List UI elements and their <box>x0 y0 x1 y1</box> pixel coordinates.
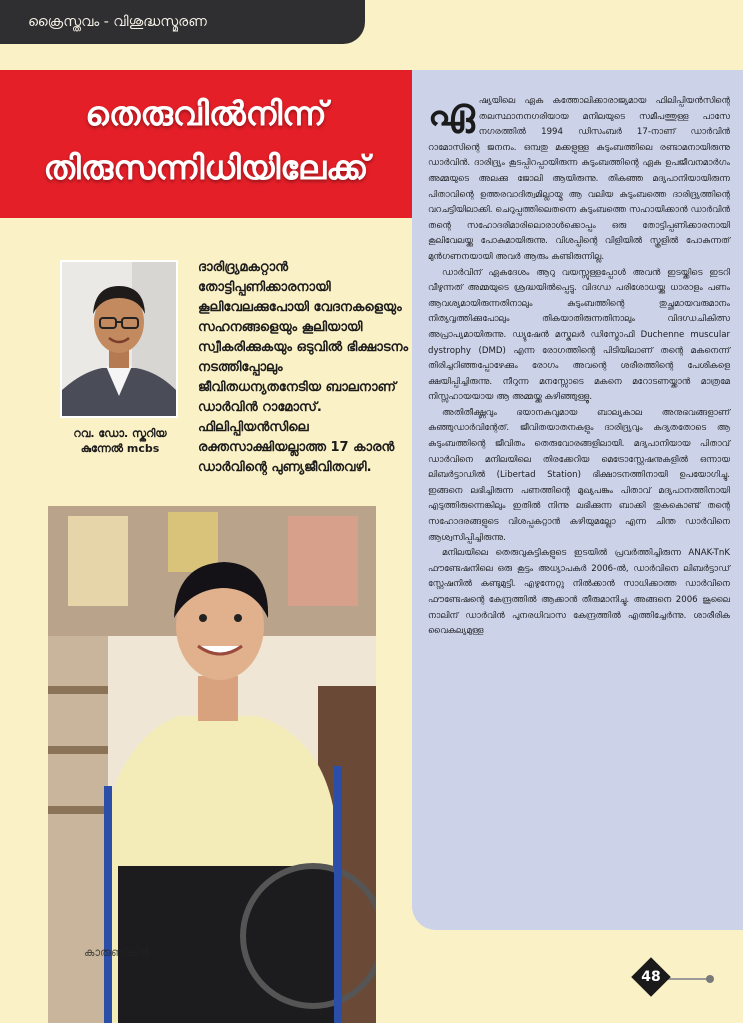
intro-paragraph: ദാരിദ്ര്യമകറ്റാൻ തോട്ടിപ്പണിക്കാരനായി കൂലിവേലക്കുപോയി വേദനകളെയും സഹനങ്ങളെയും കൂലിയായി സ്വീകരിക്കുകയും ഒടുവിൽ ഭിക്ഷാടനം നടത്തിപ്പോലും ജീവിതധന്യതനേടിയ ബാലനാണ് ഡാർവിൻ റാമോസ്. ഫിലിപ്പിയൻസിലെ രക്തസാക്ഷിയല്ലാത്ത 17 കാരൻ ഡാർവിന്റെ പുണ്യജീവിതവഴി. <box>198 260 409 475</box>
page-number <box>632 958 670 996</box>
title-band <box>0 70 412 218</box>
intro-text <box>198 258 410 478</box>
article-paragraph-2: ഡാർവിന് ഏകദേശം ആറു വയസ്സുള്ളപ്പോൾ അവൻ ഇടയ്ക്കിടെ ഇടറി വീഴുന്നത് അമ്മയുടെ ശ്രദ്ധയിൽപ്പെട്ടു. വിദഗ്ധ പരിശോധയ്ക്കു ധാരാളം പണം ആവശ്യമായിരുന്നതിനാലും കുടുംബത്തിന്റെ തുച്ഛമായവരുമാനം നിത്യവൃത്തിക്കുപോലും തികയാതിരുന്നതിനാലും വിദഗ്ധചികിത്സ അപ്രാപ്യമായിരുന്നു. ഡ്യുഷേൻ മസ്കുലർ ഡിസ്ട്രോഫി Duchenne muscular dystrophy (DMD) എന്ന രോഗത്തിന്റെ പിടിയിലാണ് തന്റെ മകനെന്ന് തിരിച്ചറിഞ്ഞപ്പോഴേക്കും രോഗം അവന്റെ ശരീരത്തിന്റെ പേശികളെ ക്ഷയിപ്പിച്ചിരുന്നു. നീറുന്ന മനസ്സോടെ മകനെ മറോടണയ്ക്കാൻ മാത്രമേ നിസ്സഹായയായ ആ അമ്മയ്ക്കു കഴിഞ്ഞുള്ളൂ. <box>428 267 730 403</box>
author-photo <box>60 260 178 418</box>
author-order: കുന്നേൽ mcbs <box>80 442 160 455</box>
section-label: ക്രൈസ്തവം - വിശുദ്ധസ്മരണ <box>0 0 365 44</box>
photo-credit: കാരുണികൻ <box>84 946 149 959</box>
article-paragraph-1 <box>428 89 730 266</box>
author-portrait-icon <box>62 262 176 416</box>
title-line-2: തിരുസന്നിധിയിലേക്ക് <box>43 148 369 187</box>
page-number-rule <box>664 978 710 980</box>
article-paragraph-4: മനിലയിലെ തെരുവുകുട്ടികളുടെ ഇടയിൽ പ്രവർത്തിച്ചിരുന്ന ANAK-TnK ഫൗണ്ടേഷനിലെ ഒരു കൂട്ടം അധ്യാപകർ 2006-ൽ, ഡാർവിനെ ലിബർട്ടാഡ് സ്റ്റേഷനിൽ കണ്ടുമുട്ടി. എഴുന്നേറ്റു നിൽക്കാൻ സാധിക്കാത്ത ഡാർവിനെ ഫൗണ്ടേഷന്റെ കേന്ദ്രത്തിൽ ആക്കാൻ തീരുമാനിച്ചു. അങ്ങനെ 2006 ജൂലൈ നാലിന് ഡാർവിൻ പുനരധിവാസ കേന്ദ്രത്തിൽ എത്തിച്ചേർന്നു. ശാരീരിക വൈകല്യമുള്ള <box>428 548 730 637</box>
author-caption <box>50 426 190 456</box>
article-body <box>428 89 730 640</box>
article-paragraph-3: അതിതീക്ഷ്ണവും ഭയാനകവുമായ ബാല്യകാല അനുഭവങ്ങളാണ് കുഞ്ഞുഡാർവിന്റേത്. ജീവിതയാതനകളും ദാരിദ്ര്യവും കദ്യതതോടെ ആ കുടുംബത്തിന്റെ ജീവിതം തെരുവോരങ്ങളിലായി. മദ്യപാനിയായ പിതാവ് ഡാർവിനെ മനിലയിലെ തിരക്കേറിയ മെട്രോസ്റ്റേഷനുകളിൽ ഒന്നായ ലിബർട്ടാഡിൽ (Libertad Station) ഭിക്ഷാടനത്തിനായി ഉപയോഗിച്ചു. ഇങ്ങനെ ലഭിച്ചിരുന്ന പണത്തിന്റെ മുഖ്യപങ്കും പിതാവ് മദ്യപാനത്തിനായി എടുത്തിരുന്നെങ്കിലും ഇതിൽ നിന്നു ലഭിക്കുന്ന ബാക്കി തുകകൊണ്ട് തന്റെ സഹോദരങ്ങളുടെ വിശപ്പകറ്റാൻ കഴിയുമല്ലോ എന്ന ചിന്ത ഡാർവിനെ ആശ്വസിപ്പിച്ചിരുന്നു. <box>428 407 730 543</box>
page-number-text: 48 <box>641 969 661 985</box>
dropcap: ഏ <box>428 89 475 134</box>
article-paragraph-1-text: ഷ്യയിലെ ഏക കത്തോലിക്കാരാജ്യമായ ഫിലിപ്പിയൻസിന്റെ തലസ്ഥാനനഗരിയായ മനിലയുടെ സമീപത്തുള്ള പാസേ നഗരത്തിൽ 1994 ഡിസംബർ 17-നാണ് ഡാർവിൻ റാമോസിന്റെ ജനനം. ഒമ്പതു മക്കളുള്ള കുടുംബത്തിലെ രണ്ടാമനായിരുന്നു ഡാർവിൻ. ദാരിദ്ര്യം കൂടപ്പിറപ്പായിരുന്ന കുടുംബത്തിന്റെ ഏക ഉപജീവനമാർഗം അമ്മയുടെ അലക്കു ജോലി ആയിരുന്നു. തികഞ്ഞ മദ്യപാനിയായിരുന്ന പിതാവിന്റെ ഉത്തരവാദിത്വമില്ലായ്മ ആ വലിയ കുടുംബത്തെ ദാരിദ്ര്യത്തിന്റെ വറചട്ടിയിലാക്കി. ചെറുപ്പത്തിലെതന്നെ കുടുംബത്തെ സഹായിക്കാൻ ഡാർവിൻ തന്റെ സഹോദരിമാരിലൊരാൾക്കൊപ്പം ഒരു തോട്ടിപ്പണിക്കാരനായി കൂലിവേലയ്ക്കു പോകുമായിരുന്നു. വിശപ്പിന്റെ വിളിയിൽ സ്കൂളിൽ പോകുന്നത് മുൻഗണനയായി അവർ ആരും കണ്ടിരുന്നില്ല. <box>428 96 730 262</box>
page-number-dot <box>706 975 714 983</box>
title-line-1: തെരുവിൽനിന്ന് <box>85 94 327 133</box>
author-name: റവ. ഡോ. സ്കറിയ <box>73 427 167 440</box>
